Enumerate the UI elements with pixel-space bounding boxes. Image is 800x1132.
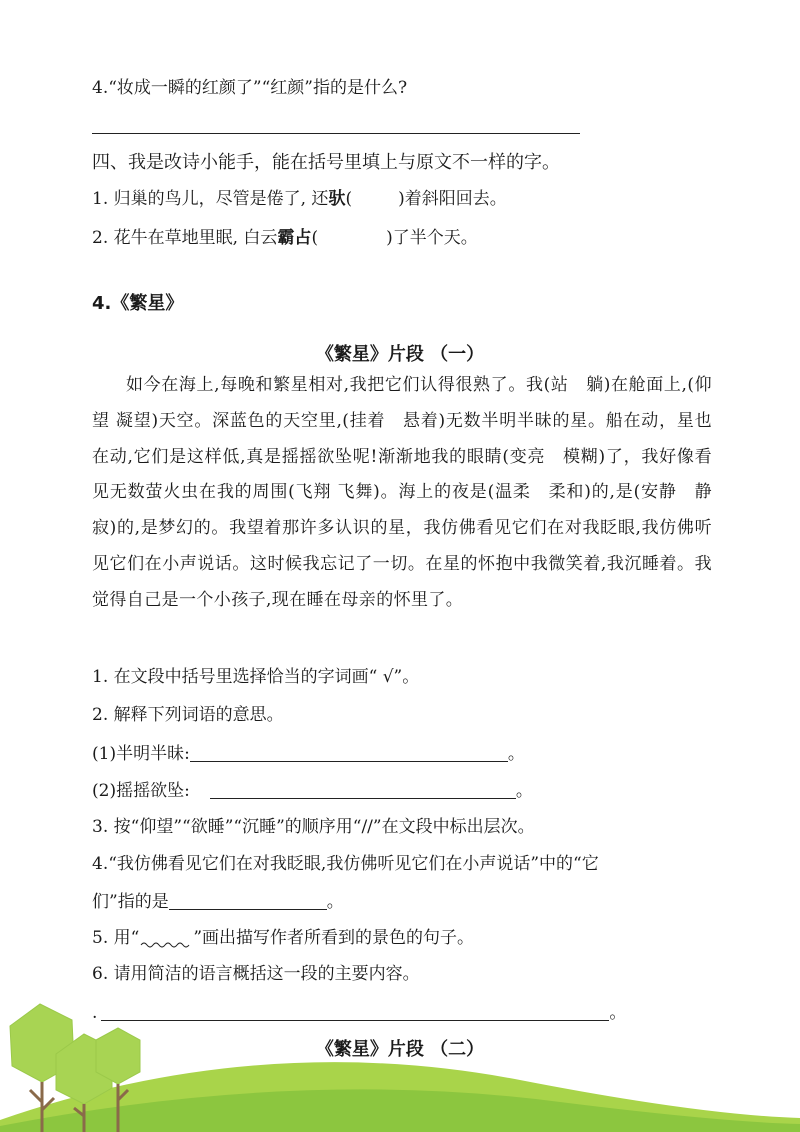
period: 。: [326, 892, 344, 912]
bullet-dot: .: [92, 1003, 98, 1023]
section-four-title: 四、我是改诗小能手，能在括号里填上与原文不一样的字。: [92, 152, 560, 173]
question-4-previous: 4.“妆成一瞬的红颜了”“红颜”指的是什么?: [92, 78, 408, 98]
term-label: (2)摇摇欲坠:: [92, 781, 190, 801]
question-2-item-2: [92, 782, 533, 800]
passage-text: 如今在海上,每晚和繁星相对,我把它们认得很熟了。我(站 躺)在舱面上,(仰望 凝望)天空。深蓝色的天空里,(挂着 悬着)无数半明半昧的星。船在动，星也在动,它们是这样低,真是摇摇欲坠呢!渐渐地我的眼睛(变亮 模糊)了，我好像看见无数萤火虫在我的周围(飞翔 飞舞)。海上的夜是(温柔 柔和)的,是(安静 静寂)的,是梦幻的。我望着那许多认识的星，我仿佛看见它们在对我眨眼,我仿佛听见它们在小声说话。这时候我忘记了一切。在星的怀抱中我微笑着,我沉睡着。我觉得自己是一个小孩子,现在睡在母亲的怀里了。: [92, 375, 712, 610]
question-2-item-1: [92, 745, 525, 763]
poem-item-1: [92, 191, 507, 208]
answer-blank[interactable]: [169, 893, 327, 910]
landscape-decoration-icon: [0, 990, 800, 1132]
answer-line[interactable]: [92, 133, 580, 134]
question-6: 6. 请用简洁的语言概括这一段的主要内容。: [92, 964, 420, 984]
poem-item-2-text: 2. 花牛在草地里眠, 白云: [92, 228, 278, 248]
poem-item-2-rest: 了半个天。: [392, 228, 478, 248]
question-4-line-1: 4.“我仿佛看见它们在对我眨眼,我仿佛听见它们在小声说话”中的“它: [92, 854, 599, 874]
question-5-text: 5. 用“: [92, 928, 140, 948]
part-one-title: 《繁星》片段 （一）: [315, 344, 485, 365]
poem-item-2: [92, 230, 478, 247]
question-1: 1. 在文段中括号里选择恰当的字词画“ √”。: [92, 667, 420, 687]
period: 。: [507, 744, 525, 764]
poem-item-2-keyword: 霸占: [277, 228, 312, 248]
lesson-heading: 4.《繁星》: [92, 293, 184, 314]
answer-blank[interactable]: [190, 745, 508, 762]
question-4-text: 们”指的是: [92, 892, 169, 912]
blank-parentheses[interactable]: ( ): [345, 189, 405, 209]
period: 。: [515, 781, 533, 801]
question-5: [92, 930, 474, 949]
question-4-line-2: [92, 893, 344, 911]
wavy-underline-icon: [139, 939, 193, 949]
part-two-title: 《繁星》片段 （二）: [315, 1039, 485, 1060]
question-5-rest: ”画出描写作者所看到的景色的句子。: [193, 928, 475, 948]
answer-blank[interactable]: [210, 782, 516, 799]
poem-item-1-rest: 着斜阳回去。: [404, 189, 507, 209]
question-3: 3. 按“仰望”“欲睡”“沉睡”的顺序用“//”在文段中标出层次。: [92, 817, 535, 837]
poem-item-1-text: 1. 归巢的鸟儿，尽管是倦了, 还: [92, 189, 329, 209]
poem-item-1-keyword: 驮: [328, 189, 346, 209]
question-2: 2. 解释下列词语的意思。: [92, 705, 284, 725]
term-label: (1)半明半昧:: [92, 744, 190, 764]
period: 。: [609, 1003, 627, 1023]
blank-parentheses[interactable]: ( ): [311, 228, 393, 248]
